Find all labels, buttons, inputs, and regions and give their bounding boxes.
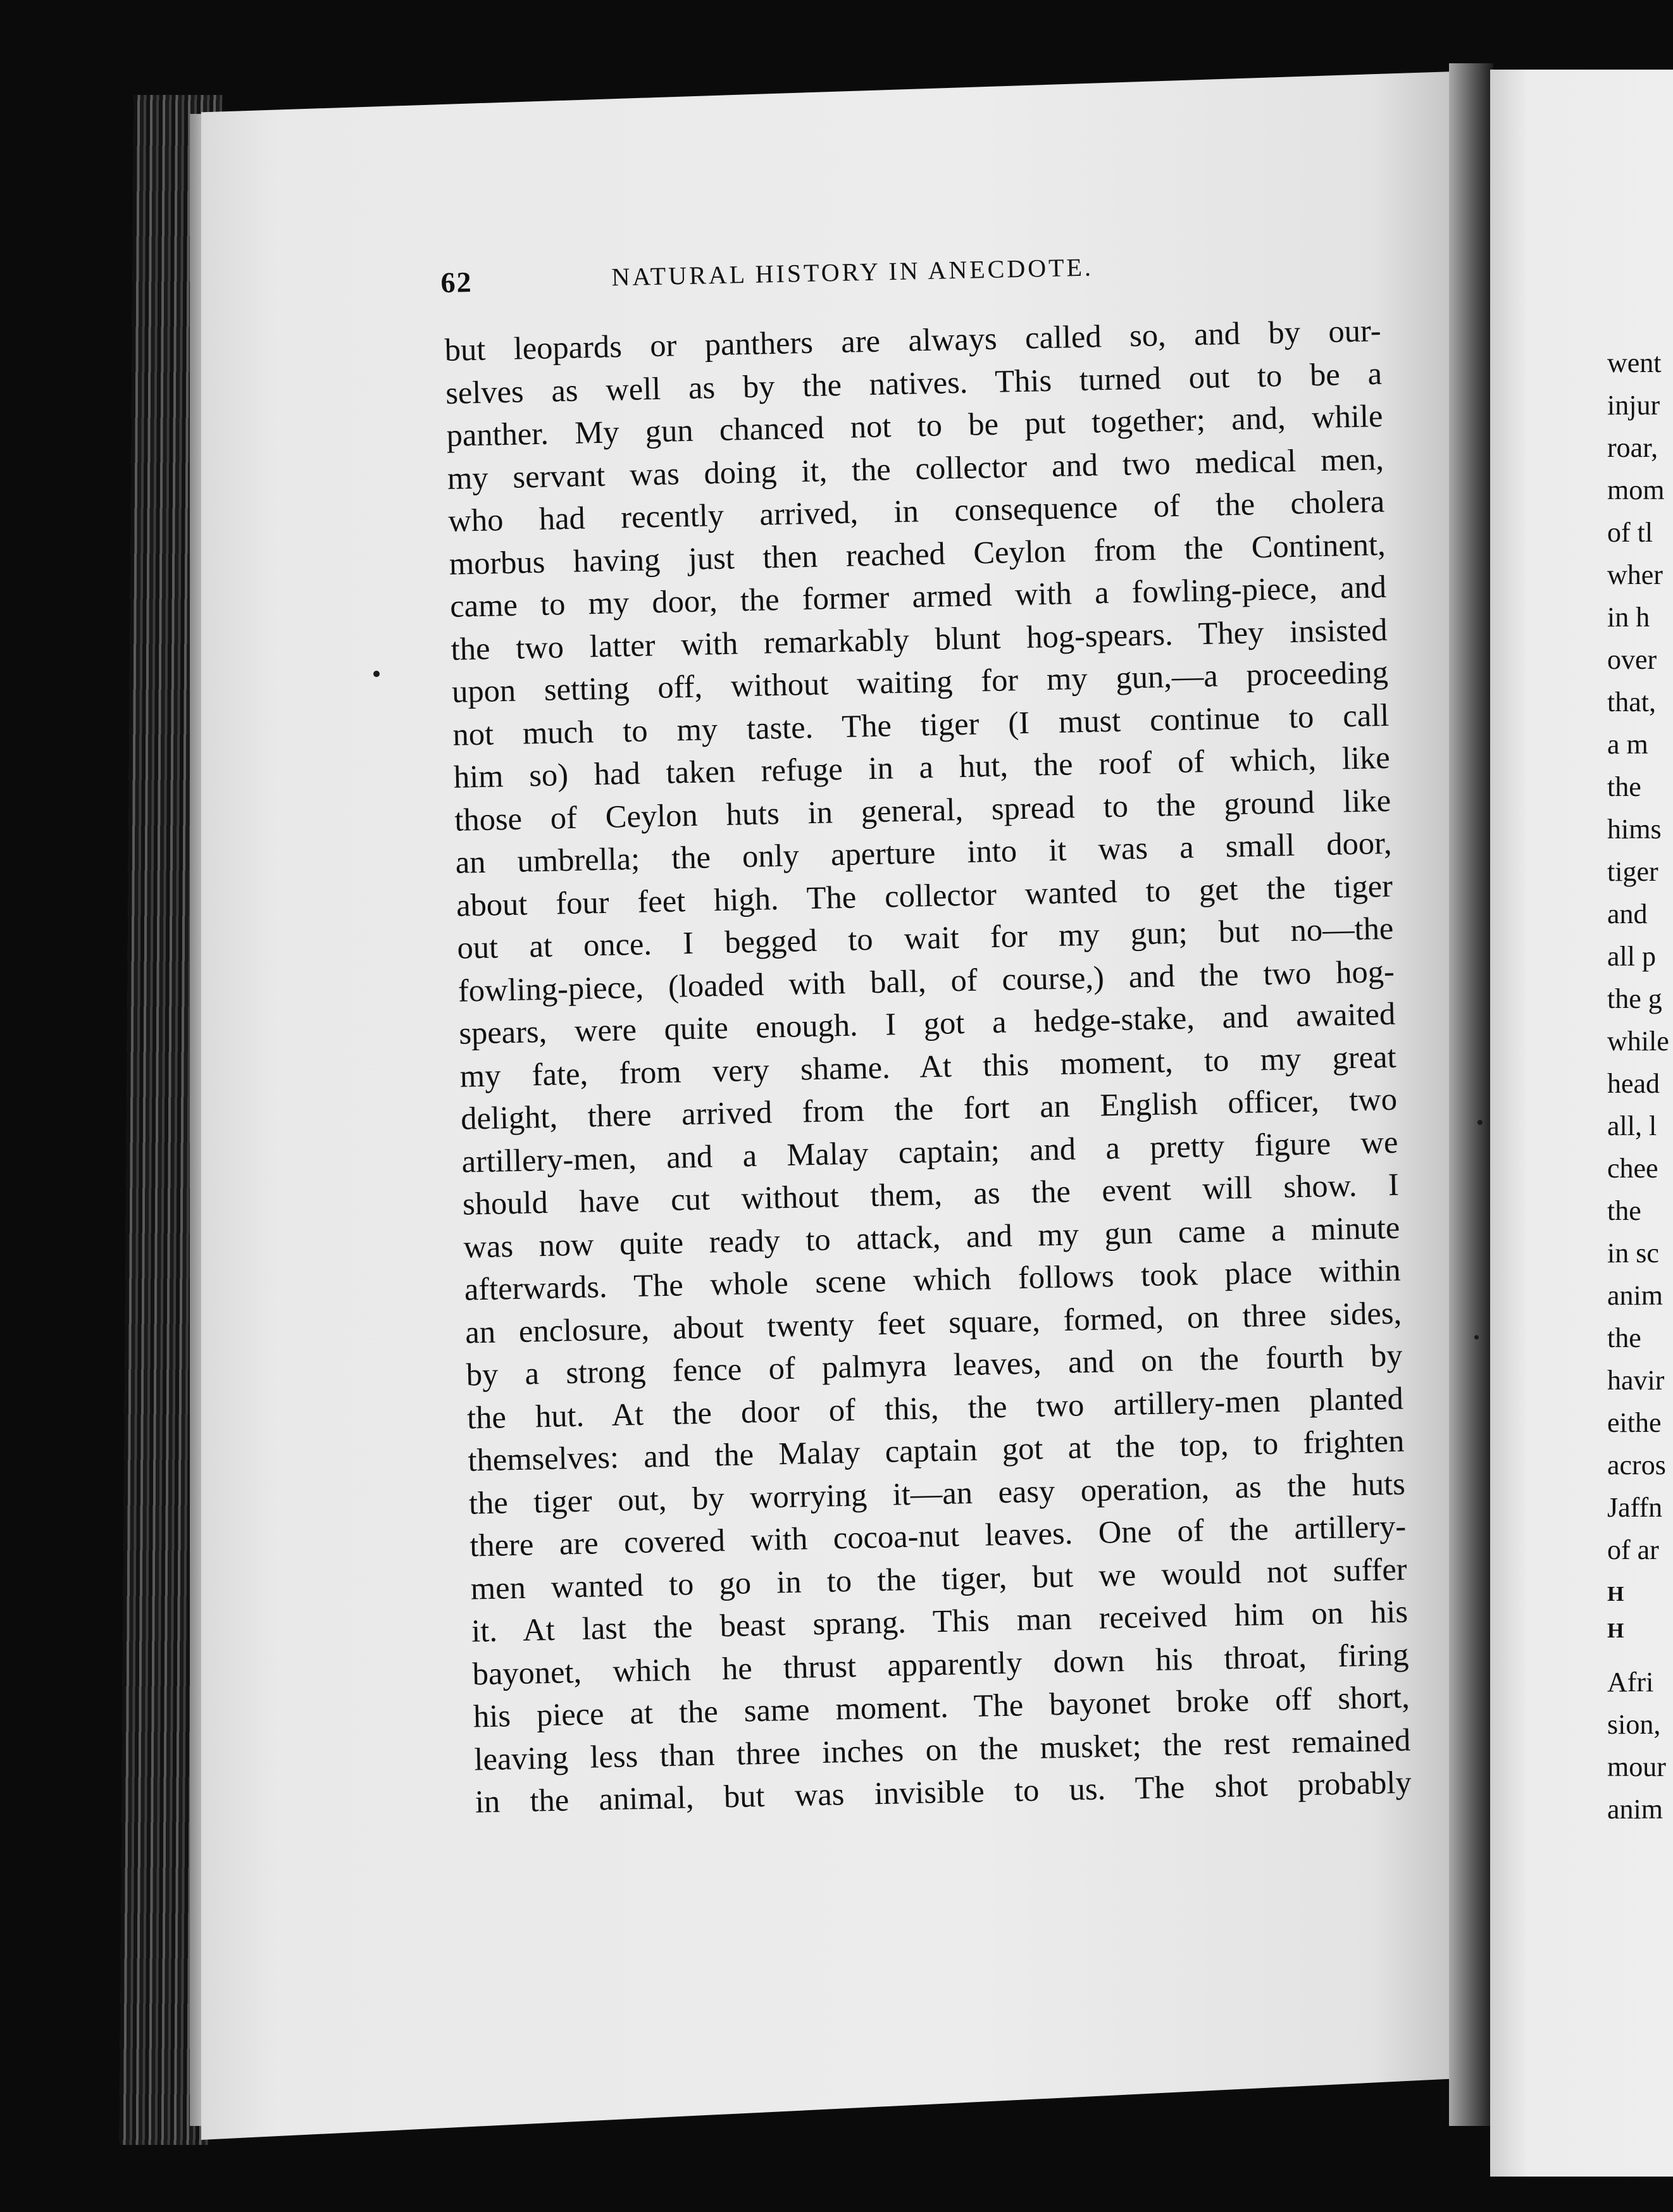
facing-text-line: the (1607, 1322, 1641, 1353)
facing-text-line: of ar (1607, 1534, 1659, 1565)
facing-text-line: anim (1607, 1794, 1663, 1825)
facing-text-line: mour (1607, 1751, 1666, 1782)
text-line: spears, were quite enough. I got a hedge-stake, and awaited (458, 995, 1396, 1051)
text-line: came to my door, the former armed with a fowling-piece, and (449, 568, 1387, 624)
speck (1474, 1335, 1479, 1339)
facing-page-heading (1607, 1576, 1673, 1650)
facing-text-line: that, (1607, 687, 1656, 718)
facing-text-line: roar, (1607, 432, 1658, 463)
text-line: my servant was doing it, the collector and two medical men, (447, 440, 1384, 496)
text-line: delight, there arrived from the fort an English officer, two (460, 1081, 1398, 1136)
text-line: the tiger out, by worrying it—an easy operation, as the huts (468, 1465, 1406, 1521)
text-line: was now quite ready to attack, and my gun came a minute (463, 1209, 1400, 1265)
text-line: but leopards or panthers are always called so, and by our- (444, 312, 1382, 368)
text-line: not much to my taste. The tiger (I must continue to call (452, 697, 1390, 752)
facing-page-lines-after (1607, 1661, 1673, 1830)
text-line: my fate, from very shame. At this moment, to my great (459, 1038, 1397, 1094)
facing-text-line: and (1607, 898, 1648, 929)
facing-text-line: eithe (1607, 1407, 1662, 1438)
facing-text-line: the g (1607, 983, 1662, 1014)
facing-text-line: of tl (1607, 517, 1653, 548)
facing-text-line: went (1607, 347, 1662, 378)
text-line: by a strong fence of palmyra leaves, and on the fourth by (466, 1337, 1403, 1393)
facing-text-line: acros (1607, 1450, 1666, 1481)
page-number: 62 (440, 266, 473, 299)
text-line: out at once. I begged to wait for my gun; but no—the (456, 910, 1394, 966)
facing-text-line: head (1607, 1068, 1660, 1099)
facing-text-line: mom (1607, 475, 1665, 506)
text-line: an umbrella; the only aperture into it was a small door, (455, 824, 1393, 880)
text-line: there are covered with cocoa-nut leaves. One of the artillery- (469, 1508, 1407, 1563)
text-line: it. At last the beast sprang. This man received him on his (471, 1593, 1409, 1649)
facing-text-line: hims (1607, 814, 1662, 845)
facing-text-line: over (1607, 644, 1657, 675)
text-line: an enclosure, about twenty feet square, formed, on three sides, (464, 1295, 1402, 1350)
facing-text-line: tiger (1607, 856, 1658, 887)
text-line: who had recently arrived, in consequence of the cholera (447, 483, 1385, 538)
text-line: upon setting off, without waiting for my gun,—a proceeding (451, 654, 1389, 709)
facing-text-line: H (1607, 1619, 1626, 1643)
text-line: panther. My gun chanced not to be put together; and, while (446, 397, 1383, 453)
text-line: selves as well as by the natives. This turned out to be a (445, 355, 1383, 411)
facing-text-line: all p (1607, 941, 1656, 972)
running-head: NATURAL HISTORY IN ANECDOTE. (611, 252, 1094, 292)
text-line: themselves: and the Malay captain got at the top, to frighten (467, 1422, 1405, 1478)
text-line: men wanted to go in to the tiger, but we would not suffer (470, 1551, 1408, 1606)
facing-text-line: injur (1607, 390, 1660, 421)
text-line: should have cut without them, as the event will show. I (462, 1166, 1400, 1222)
text-line: bayonet, which he thrust apparently down his throat, firing (472, 1636, 1409, 1692)
facing-text-line: sion, (1607, 1709, 1661, 1740)
facing-text-line: a m (1607, 729, 1648, 760)
text-line: the hut. At the door of this, the two artillery-men planted (466, 1380, 1404, 1436)
facing-text-line: Afri (1607, 1667, 1654, 1698)
text-line: leaving less than three inches on the musket; the rest remained (473, 1721, 1411, 1777)
text-line: the two latter with remarkably blunt hog-spears. They insisted (451, 611, 1388, 667)
text-line: fowling-piece, (loaded with ball, of course,) and the two hog- (457, 953, 1395, 1009)
text-line: artillery-men, and a Malay captain; and a pretty figure we (461, 1124, 1398, 1179)
facing-text-line: in h (1607, 602, 1650, 633)
facing-text-line: Jaffn (1607, 1492, 1663, 1523)
text-line: those of Ceylon huts in general, spread to the ground like (454, 782, 1391, 838)
facing-text-line: in sc (1607, 1238, 1659, 1269)
facing-text-line: anim (1607, 1280, 1663, 1311)
facing-text-line: chee (1607, 1153, 1658, 1184)
facing-text-line: wher (1607, 559, 1663, 590)
text-line: about four feet high. The collector wanted to get the tiger (456, 867, 1393, 923)
facing-text-line: the (1607, 771, 1641, 802)
facing-text-line: while (1607, 1026, 1669, 1057)
speck (373, 671, 380, 677)
facing-text-line: H (1607, 1582, 1626, 1606)
speck (1477, 1120, 1483, 1125)
body-text (444, 309, 1412, 1824)
facing-page-text (1607, 342, 1673, 1830)
book-gutter (1449, 63, 1493, 2126)
text-line: afterwards. The whole scene which follows took place within (464, 1252, 1402, 1307)
text-line: his piece at the same moment. The bayonet broke off short, (473, 1679, 1410, 1734)
facing-text-line: the (1607, 1195, 1641, 1226)
facing-text-line: all, l (1607, 1110, 1657, 1141)
facing-text-line: havir (1607, 1365, 1665, 1396)
page-text (440, 246, 1412, 1824)
text-line: him so) had taken refuge in a hut, the roof of which, like (453, 739, 1391, 795)
facing-page-lines (1607, 342, 1673, 1571)
text-line: morbus having just then reached Ceylon from the Continent, (449, 526, 1386, 581)
text-line: in the animal, but was invisible to us. The shot probably (475, 1764, 1412, 1820)
